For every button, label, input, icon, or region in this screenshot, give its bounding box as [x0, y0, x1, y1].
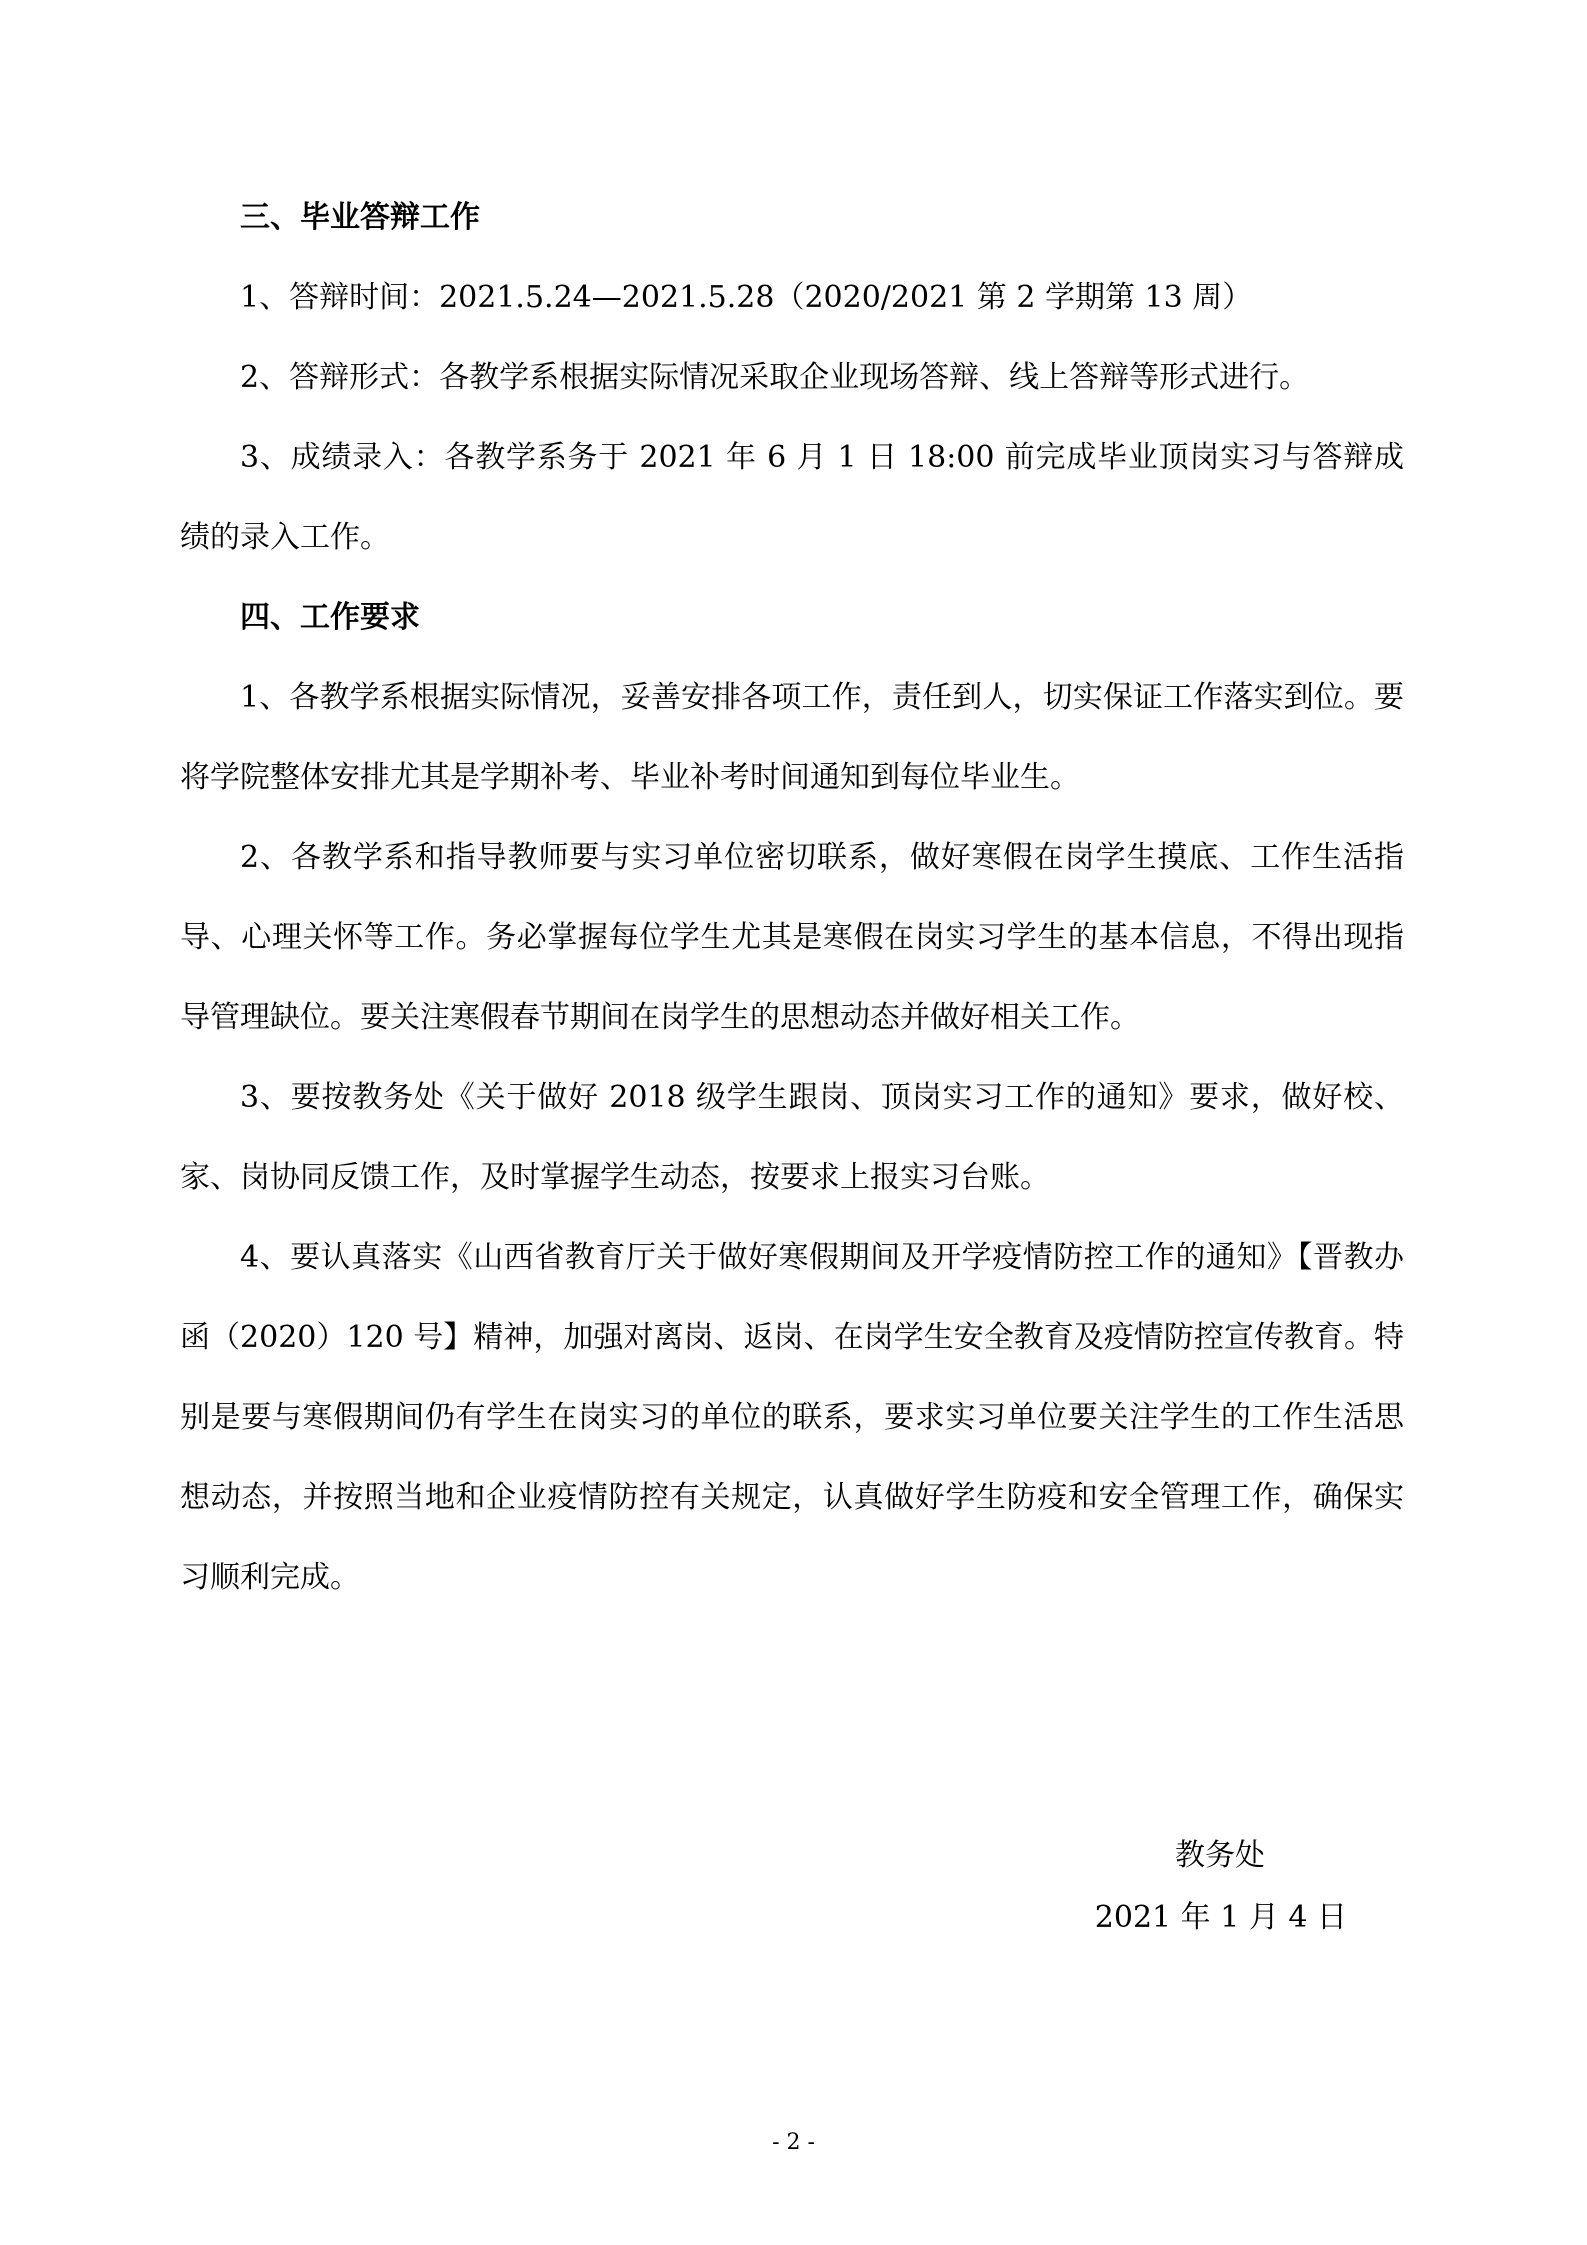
paragraph-requirement-1: 1、各教学系根据实际情况，妥善安排各项工作，责任到人，切实保证工作落实到位。要将学院整体安排尤其是学期补考、毕业补考时间通知到每位毕业生。: [180, 680, 1404, 795]
paragraph-requirement-3: 3、要按教务处《关于做好 2018 级学生跟岗、顶岗实习工作的通知》要求，做好校、家、岗协同反馈工作，及时掌握学生动态，按要求上报实习台账。: [180, 1080, 1404, 1195]
paragraph-requirement-2: 2、各教学系和指导教师要与实习单位密切联系，做好寒假在岗学生摸底、工作生活指导、心理关怀等工作。务必掌握每位学生尤其是寒假在岗实习学生的基本信息，不得出现指导管理缺位。要关注寒假春节期间在岗学生的思想动态并做好相关工作。: [180, 840, 1404, 1035]
paragraph-defense-format: 2、答辩形式：各教学系根据实际情况采取企业现场答辩、线上答辩等形式进行。: [240, 360, 1310, 395]
paragraph-defense-time: 1、答辩时间：2021.5.24—2021.5.28（2020/2021 第 2 学期第 13 周）: [240, 280, 1253, 315]
section-heading-graduation-defense: 三、毕业答辩工作: [240, 200, 480, 235]
paragraph-score-entry: 3、成绩录入：各教学系务于 2021 年 6 月 1 日 18:00 前完成毕业顶岗实习与答辩成绩的录入工作。: [180, 440, 1404, 555]
section-heading-work-requirements: 四、工作要求: [240, 600, 420, 635]
document-body: [180, 178, 1404, 1618]
paragraph-requirement-4: 4、要认真落实《山西省教育厅关于做好寒假期间及开学疫情防控工作的通知》【晋教办函（2020）120 号】精神，加强对离岗、返岗、在岗学生安全教育及疫情防控宣传教育。特别是要与寒假期间仍有学生在岗实习的单位的联系，要求实习单位要关注学生的工作生活思想动态，并按照当地和企业疫情防控有关规定，认真做好学生防疫和安全管理工作，确保实习顺利完成。: [180, 1240, 1404, 1595]
signature-date: 2021 年 1 月 4 日: [1094, 1900, 1347, 1935]
signature-organization: 教务处: [1175, 1838, 1265, 1873]
page-number: - 2 -: [772, 2130, 815, 2155]
